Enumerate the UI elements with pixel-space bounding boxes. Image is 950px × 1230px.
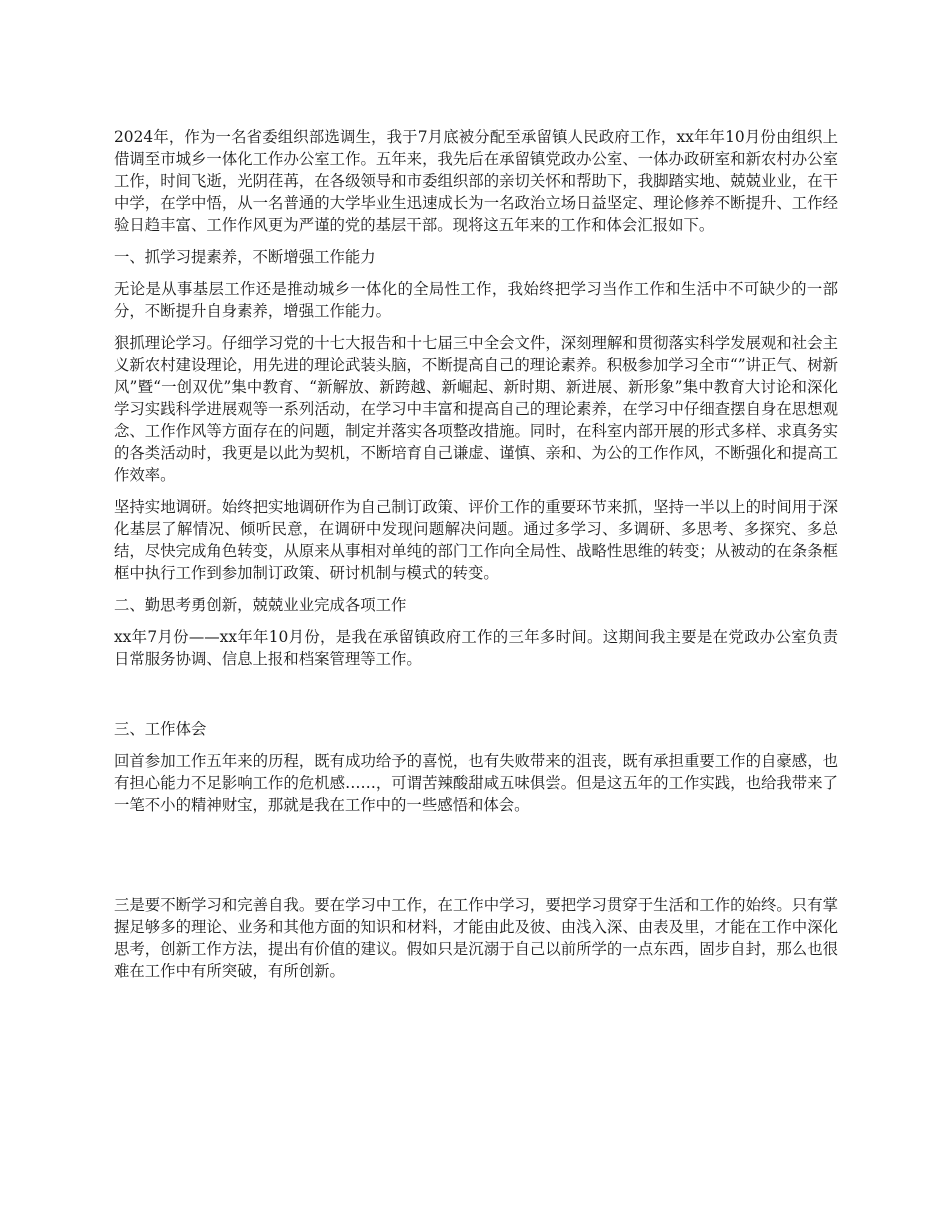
section-3-paragraph-1: 回首参加工作五年来的历程，既有成功给予的喜悦，也有失败带来的沮丧，既有承担重要工作的自豪感，也有担心能力不足影响工作的危机感……，可谓苦辣酸甜咸五味俱尝。但是这五年的工作实践，也给我带来了一笔不小的精神财宝，那就是我在工作中的一些感悟和体会。 <box>114 752 838 814</box>
section-1-paragraph-1: 无论是从事基层工作还是推动城乡一体化的全局性工作，我始终把学习当作工作和生活中不可缺少的一部分，不断提升自身素养，增强工作能力。 <box>114 280 838 320</box>
blank-spacer <box>114 680 838 718</box>
blank-spacer <box>114 826 838 894</box>
intro-paragraph: 2024年，作为一名省委组织部选调生，我于7月底被分配至承留镇人民政府工作，xx年年10月份由组织上借调至市城乡一体化工作办公室工作。五年来，我先后在承留镇党政办公室、一体办政研室和新农村办公室工作，时间飞逝，光阴荏苒，在各级领导和市委组织部的亲切关怀和帮助下，我脚踏实地、兢兢业业，在干中学，在学中悟，从一名普通的大学毕业生迅速成长为一名政治立场日益坚定、理论修养不断提升、工作经验日趋丰富、工作作风更为严谨的党的基层干部。现将这五年来的工作和体会汇报如下。 <box>114 128 838 234</box>
section-1-paragraph-2: 狠抓理论学习。仔细学习党的十七大报告和十七届三中全会文件，深刻理解和贯彻落实科学发展观和社会主义新农村建设理论，用先进的理论武装头脑，不断提高自己的理论素养。积极参加学习全市“”讲正气、树新风”暨“一创双优”集中教育、“新解放、新跨越、新崛起、新时期、新进展、新形象”集中教育大讨论和深化学习实践科学进展观等一系列活动，在学习中丰富和提高自己的理论素养，在学习中仔细查摆自身在思想观念、工作作风等方面存在的问题，制定并落实各项整改措施。同时，在科室内部开展的形式多样、求真务实的各类活动时，我更是以此为契机，不断培育自己谦虚、谨慎、亲和、为公的工作作风，不断强化和提高工作效率。 <box>114 334 838 484</box>
document-body <box>114 126 838 992</box>
section-3-heading: 三、工作体会 <box>114 720 207 738</box>
section-1-paragraph-3: 坚持实地调研。始终把实地调研作为自己制订政策、评价工作的重要环节来抓，坚持一半以上的时间用于深化基层了解情况、倾听民意，在调研中发现问题解决问题。通过多学习、多调研、多思考、多探究、多总结，尽快完成角色转变，从原来从事相对单纯的部门工作向全局性、战略性思维的转变；从被动的在条条框框中执行工作到参加制订政策、研讨机制与模式的转变。 <box>114 498 838 582</box>
section-3-paragraph-2: 三是要不断学习和完善自我。要在学习中工作，在工作中学习，要把学习贯穿于生活和工作的始终。只有掌握足够多的理论、业务和其他方面的知识和材料，才能由此及彼、由浅入深、由表及里，才能在工作中深化思考，创新工作方法，提出有价值的建议。假如只是沉溺于自己以前所学的一点东西，固步自封，那么也很难在工作中有所突破，有所创新。 <box>114 896 838 980</box>
section-2-heading: 二、勤思考勇创新，兢兢业业完成各项工作 <box>114 596 407 614</box>
section-1-heading: 一、抓学习提素养，不断增强工作能力 <box>114 248 376 266</box>
section-2-paragraph-1: xx年7月份——xx年年10月份，是我在承留镇政府工作的三年多时间。这期间我主要是在党政办公室负责日常服务协调、信息上报和档案管理等工作。 <box>114 628 838 668</box>
